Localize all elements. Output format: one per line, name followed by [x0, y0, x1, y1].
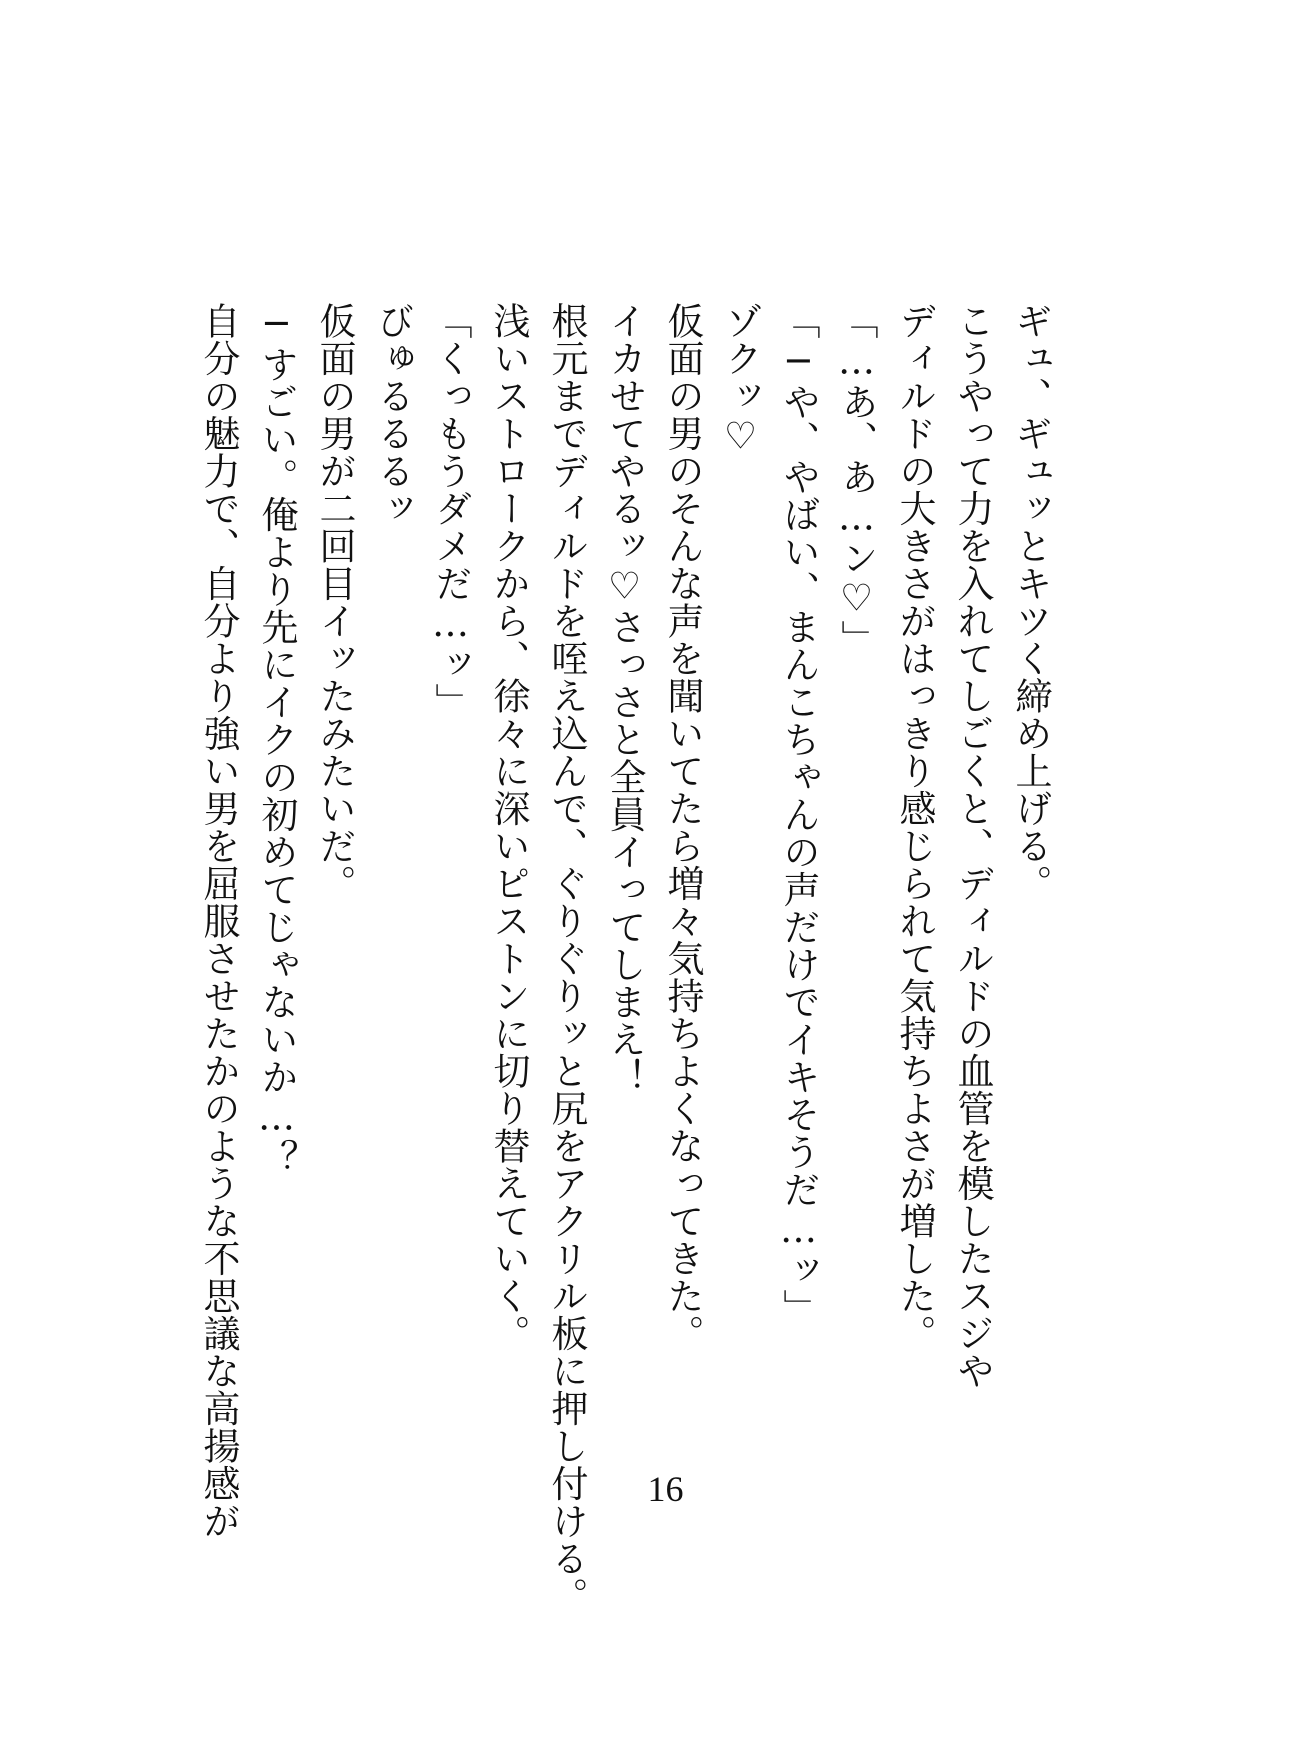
- text-line: ゾクッ♡: [719, 302, 762, 458]
- text-line: ─すごい。俺より先にイクの初めてじゃないか…？: [255, 302, 298, 1177]
- text-line: 「─や、やばい、まんこちゃんの声だけでイキそうだ…ッ」: [777, 302, 820, 1327]
- text-line: ディルドの大きさがはっきり感じられて気持ちよさが増した。: [893, 302, 936, 1352]
- text-line: 根元までディルドを咥え込んで、ぐりぐりッと尻をアクリル板に押し付ける。: [545, 302, 588, 1615]
- text-line: ギュ、ギュッとキツく締め上げる。: [1009, 302, 1052, 902]
- text-line: イカせてやるッ♡さっさと全員イってしまえ！: [603, 302, 646, 1096]
- page-number: 16: [647, 1469, 684, 1509]
- text-line: 仮面の男のそんな声を聞いてたら増々気持ちよくなってきた。: [661, 302, 704, 1352]
- text-line: 「…あ、あ…ン♡」: [835, 302, 878, 658]
- text-line: びゅるるるッ: [371, 302, 414, 527]
- text-line: 「くっもうダメだ…ッ」: [429, 302, 472, 721]
- text-line: 浅いストロークから、徐々に深いピストンに切り替えていく。: [487, 302, 530, 1352]
- text-line: 自分の魅力で、自分より強い男を屈服させたかのような不思議な高揚感が: [197, 302, 240, 1540]
- text-line: 仮面の男が二回目イッたみたいだ。: [313, 302, 356, 902]
- text-line: こうやって力を入れてしごくと、ディルドの血管を模したスジや: [951, 302, 994, 1390]
